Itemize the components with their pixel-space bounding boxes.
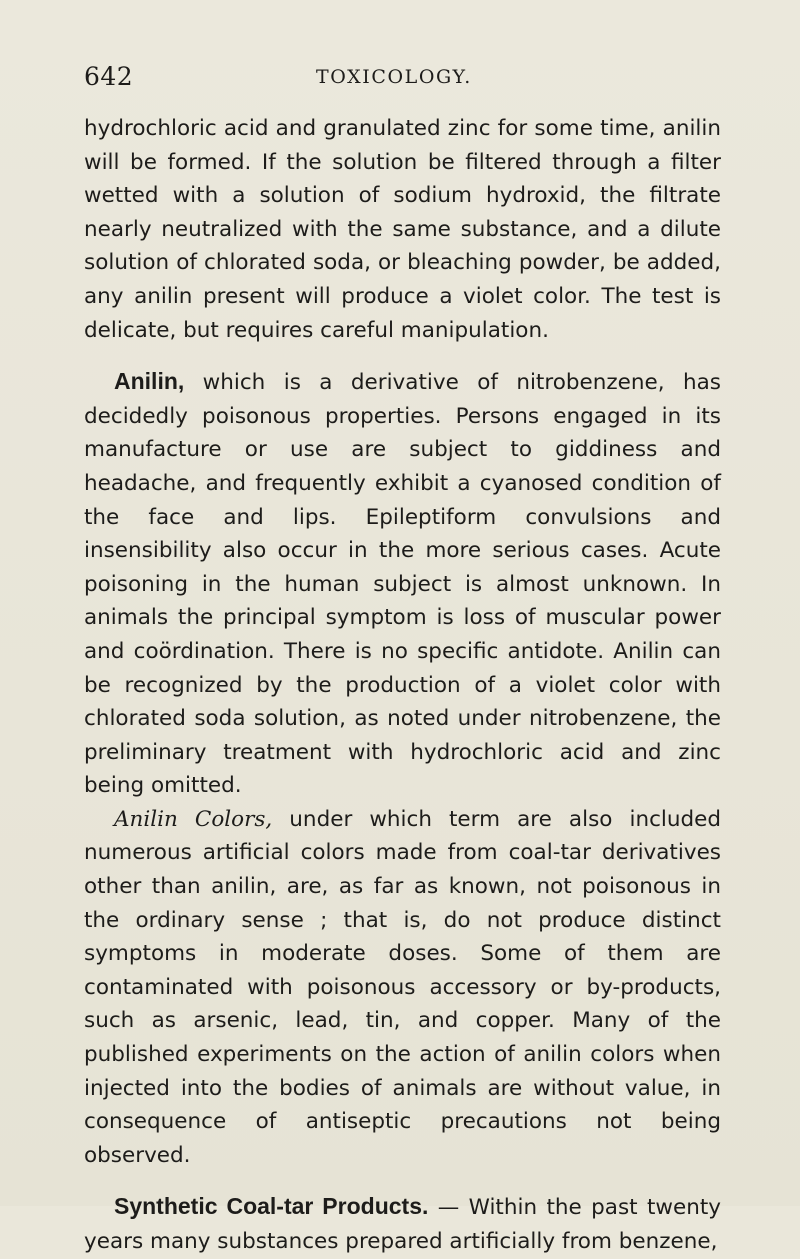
running-head: TOXICOLOGY.: [316, 66, 472, 88]
page-header: [84, 62, 724, 94]
section-heading-synthetic-coal-tar: Synthetic Coal-tar Products.: [114, 1193, 429, 1220]
section-heading-anilin-colors: Anilin Colors,: [114, 806, 273, 832]
em-dash: —: [428, 1195, 469, 1221]
section-heading-anilin: Anilin,: [114, 368, 185, 395]
paragraph-synthetic-coal-tar: [84, 1190, 721, 1258]
paragraph-anilin: [84, 365, 721, 803]
body-text: [84, 112, 721, 1259]
paragraph-text: Within the past twenty years many substances prepared artificially from benzene,: [84, 1195, 722, 1254]
page-number: 642: [84, 62, 134, 91]
paragraph-text: which is a derivative of nitrobenzene, has decidedly poisonous properties. Persons engaged in its manufacture or use are subject to giddiness and headache, and frequently exhibit a cyanosed condition of the face and lips. Epileptiform convulsions and insensibility also occur in the more serious cases. Acute poisoning in the human subject is almost unknown. In animals the principal symptom is loss of muscular power and coördination. There is no specific antidote. Anilin can be recognized by the production of a violet color with chlorated soda solution, as noted under nitrobenzene, the preliminary treatment with hydrochloric acid and zinc being omitted.: [84, 370, 721, 799]
paragraph-anilin-colors: [84, 803, 721, 1173]
paragraph-text: hydrochloric acid and granulated zinc for some time, anilin will be formed. If the solution be filtered through a filter wetted with a solution of sodium hydroxid, the filtrate nearly neutralized with the same substance, and a dilute solution of chlorated soda, or bleaching powder, be added, any anilin present will produce a violet color. The test is delicate, but requires careful manipulation.: [84, 116, 721, 343]
paragraph-anilin-test: [84, 112, 721, 347]
paragraph-text: under which term are also included numerous artificial colors made from coal-tar derivatives other than anilin, are, as far as known, not poisonous in the ordinary sense ; that is, do not produce distinct symptoms in moderate doses. Some of them are contaminated with poisonous accessory or by-products, such as arsenic, lead, tin, and copper. Many of the published experiments on the action of anilin colors when injected into the bodies of animals are without value, in consequence of antiseptic precautions not being observed.: [84, 806, 722, 1168]
